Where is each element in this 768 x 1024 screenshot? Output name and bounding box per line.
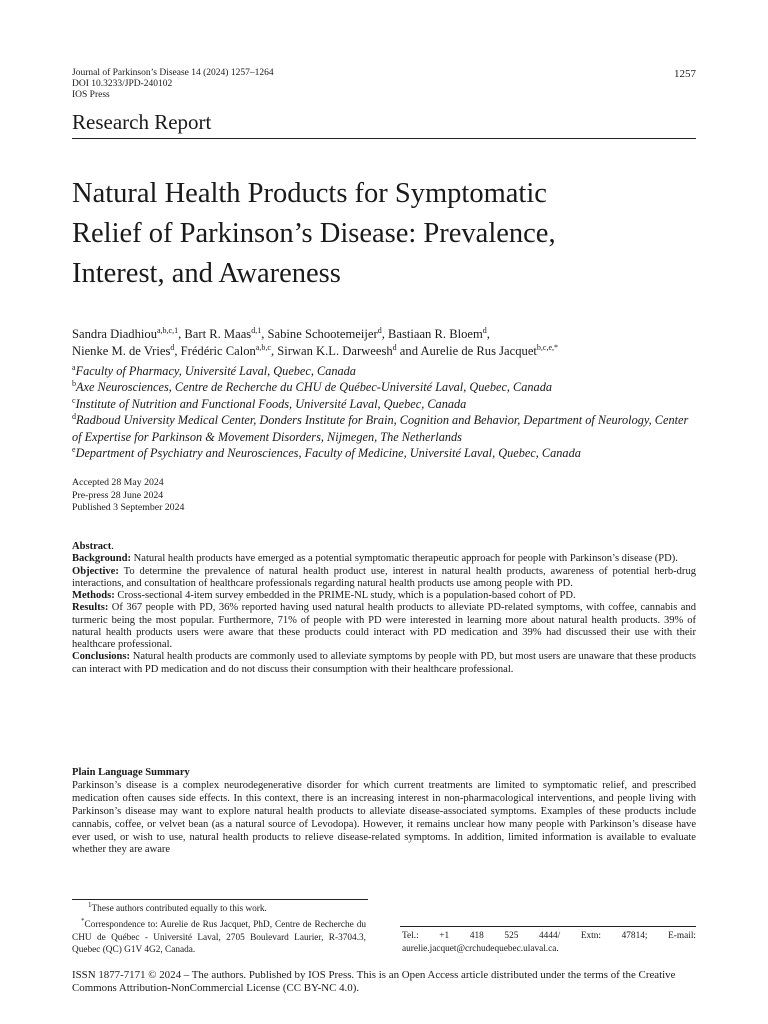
affiliation-key: b	[72, 379, 76, 389]
author-separator: ,	[261, 327, 268, 341]
article-title	[72, 174, 696, 294]
abstract-background	[72, 553, 696, 565]
page-number: 1257	[674, 68, 696, 80]
results-label: Results:	[72, 602, 109, 614]
plain-language-heading: Plain Language Summary	[72, 767, 190, 778]
header-rule	[72, 138, 696, 139]
methods-label: Methods:	[72, 590, 115, 601]
contact-rule	[400, 926, 696, 927]
author: Nienke M. de Vries	[72, 344, 171, 358]
author: Sandra Diadhiou	[72, 327, 157, 341]
author-separator: ,	[270, 344, 278, 358]
published-date: Published 3 September 2024	[72, 502, 185, 513]
objective-text: To determine the prevalence of natural health product use, interest in natural health products, awareness of potential herb-drug interactions, and consultation of healthcare professionals regarding natural health products use among people with PD.	[72, 565, 696, 589]
author-separator: ,	[178, 327, 185, 341]
abstract-heading-period: .	[111, 541, 114, 552]
correspondence-footnote	[72, 916, 366, 957]
affiliation	[72, 363, 696, 379]
footnote-rule	[72, 899, 368, 900]
footnote-mark: 1	[88, 900, 92, 909]
affiliation-key: a	[72, 362, 76, 372]
affiliation-text: Radboud University Medical Center, Donders Institute for Brain, Cognition and Behavior, Department of Neurology, Center of Expertise for Parkinson & Movement Disorders, Nijmegen, The Netherlands	[72, 413, 689, 444]
abstract	[72, 541, 696, 676]
doi: DOI 10.3233/JPD-240102	[72, 79, 173, 89]
affiliation-text: Department of Psychiatry and Neurosciences, Faculty of Medicine, Université Laval, Quebec, Canada	[75, 446, 581, 461]
abstract-objective	[72, 566, 696, 591]
author: Aurelie de Rus Jacquet	[420, 344, 537, 358]
affiliation	[72, 412, 696, 445]
footnote-text: These authors contributed equally to this work.	[91, 904, 267, 914]
plain-language-summary	[72, 767, 696, 857]
author: Frédéric Calon	[180, 344, 256, 358]
author-affil-mark: d	[170, 342, 175, 352]
background-label: Background:	[72, 553, 132, 565]
title-line-2: Relief of Parkinson’s Disease: Prevalence,	[72, 218, 556, 249]
affiliation-text: Faculty of Pharmacy, Université Laval, Quebec, Canada	[75, 364, 356, 378]
author-affil-mark: d	[482, 325, 487, 335]
accepted-date: Accepted 28 May 2024	[72, 477, 164, 488]
conclusions-text: Natural health products are commonly used to alleviate symptoms by people with PD, but most users are unaware that these products can interact with PD medication and do not discuss their consumption with their healthcare professional.	[72, 651, 696, 675]
author: Sabine Schootemeijer	[267, 327, 378, 341]
background-text: Natural health products have emerged as a potential symptomatic therapeutic approach for people with Parkinson’s disease (PD).	[133, 553, 678, 565]
conclusions-label: Conclusions:	[72, 651, 131, 663]
article-type: Research Report	[72, 110, 212, 134]
affiliation	[72, 379, 696, 395]
affiliation-key: d	[72, 412, 76, 422]
license-statement: ISSN 1877-7171 © 2024 – The authors. Published by IOS Press. This is an Open Access article distributed under the terms of the Creative Commons Attribution-NonCommercial License (CC BY-NC 4.0).	[72, 969, 676, 994]
title-line-3: Interest, and Awareness	[72, 258, 341, 289]
author-affil-mark: d	[392, 342, 397, 352]
publisher: IOS Press	[72, 90, 110, 100]
contact-details: Tel.: +1 418 525 4444/ Extn: 47814; E-mail: aurelie.jacquet@crchudequebec.ulaval.ca.	[402, 931, 696, 954]
abstract-heading: Abstract	[72, 541, 112, 552]
author-affil-mark: b,c,e,*	[536, 342, 559, 352]
affiliation	[72, 396, 696, 412]
affiliation	[72, 445, 696, 461]
abstract-heading-line	[72, 541, 696, 553]
author-separator: ,	[381, 327, 388, 341]
abstract-results	[72, 602, 696, 651]
affiliation-key: e	[72, 444, 76, 454]
prepress-date: Pre-press 28 June 2024	[72, 489, 164, 501]
author-separator: and	[396, 344, 421, 358]
author: Bastiaan R. Bloem	[387, 327, 483, 341]
footnote-mark: *	[81, 916, 85, 925]
objective-label: Objective:	[72, 565, 119, 577]
journal-header	[72, 68, 274, 101]
affiliation-text: Axe Neurosciences, Centre de Recherche du CHU de Québec-Université Laval, Quebec, Canada	[76, 380, 553, 395]
author: Bart R. Maas	[184, 327, 252, 341]
author-separator: ,	[486, 327, 490, 341]
author-affil-mark: d	[377, 325, 382, 335]
equal-contribution-footnote	[72, 900, 368, 915]
author-affil-mark: d,1	[251, 325, 262, 335]
author-list	[72, 326, 696, 360]
affiliation-text: Institute of Nutrition and Functional Foods, Université Laval, Quebec, Canada	[75, 396, 467, 411]
author-affil-mark: a,b,c	[255, 342, 271, 352]
affiliation-key: c	[72, 395, 76, 405]
abstract-methods	[72, 590, 696, 602]
affiliation-list	[72, 363, 696, 461]
results-text: Of 367 people with PD, 36% reported having used natural health products to alleviate PD-related symptoms, with coffee, cannabis and turmeric being the most popular. Furthermore, 71% of people with PD were interested in learning more about natural health products. 39% of natural health products users were aware that these products could interact with PD medication and 39% had discussed their use with their healthcare professional.	[72, 602, 697, 650]
footnote-text: Correspondence to: Aurelie de Rus Jacquet, PhD, Centre de Recherche du CHU de Québec - Université Laval, 2705 Boulevard Laurier, R-3704.3, Quebec (QC) G1V 4G2, Canada.	[72, 920, 366, 956]
plain-language-text: Parkinson’s disease is a complex neurodegenerative disorder for which current treatments are limited to symptomatic relief, and prescribed medication often causes side effects. In this context, there is an increasing interest in non-pharmacological interventions, and people living with Parkinson’s disease may want to explore natural health products to alleviate disease-associated symptoms. Examples of these products include cannabis, coffee, or velvet bean (as a natural source of Levodopa). However, it remains unclear how many people with Parkinson’s disease have ever used, or wish to use, natural health products to relieve disease-related symptoms. In addition, limited information is available to evaluate whether they are aware	[72, 779, 696, 856]
abstract-conclusions	[72, 651, 696, 676]
publication-dates	[72, 477, 184, 515]
title-line-1: Natural Health Products for Symptomatic	[72, 178, 547, 209]
author-separator: ,	[174, 344, 181, 358]
author: Sirwan K.L. Darweesh	[277, 344, 393, 358]
journal-citation: Journal of Parkinson’s Disease 14 (2024) 1257–1264	[72, 68, 274, 78]
author-affil-mark: a,b,c,1	[157, 325, 179, 335]
methods-text: Cross-sectional 4-item survey embedded in the PRIME-NL study, which is a population-based cohort of PD.	[117, 590, 576, 601]
